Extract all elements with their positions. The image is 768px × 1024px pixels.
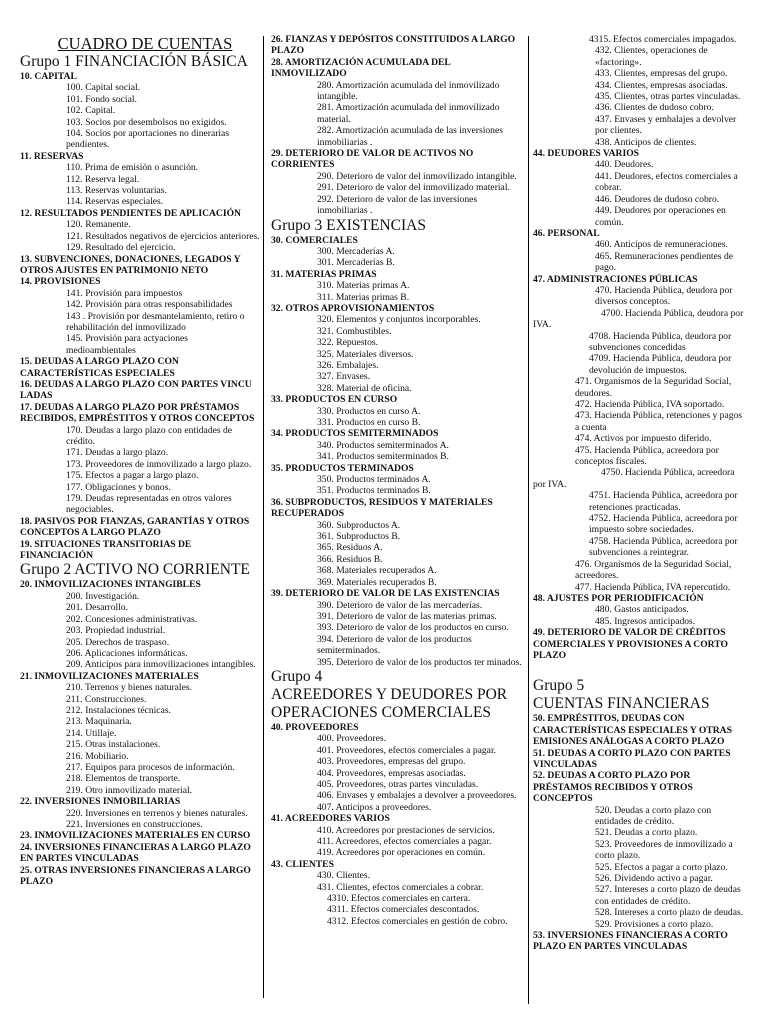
account-heading: 12. RESULTADOS PENDIENTES DE APLICACIÓN xyxy=(20,207,241,219)
account-item: 4750. Hacienda Pública, acreedora por IVA. xyxy=(533,467,735,490)
account-item: 221. Inversiones en construcciones. xyxy=(66,819,203,830)
account-item: 331. Productos en curso B. xyxy=(317,417,421,428)
account-item: 101. Fondo social. xyxy=(66,93,137,105)
account-heading: 51. DEUDAS A CORTO PLAZO CON PARTES VINCULADAS xyxy=(533,747,731,770)
account-item: 361. Subproductos B. xyxy=(317,531,401,543)
account-item: 217. Equipos para procesos de información. xyxy=(66,761,235,773)
account-item: 143 . Provisión por desmantelamiento, retiro o rehabilitación del inmovilizado xyxy=(66,310,245,333)
account-heading: 25. OTRAS INVERSIONES FINANCIERAS A LARGO PLAZO xyxy=(20,864,251,888)
account-item: 290. Deterioro de valor del inmovilizado intangible. xyxy=(317,170,517,182)
account-item: 390. Deterioro de valor de las mercaderías. xyxy=(317,599,483,611)
account-heading: 47. ADMINISTRACIONES PÚBLICAS xyxy=(533,273,698,285)
account-item: 4315. Efectos comerciales impagados. xyxy=(589,34,737,45)
account-heading: 46. PERSONAL xyxy=(533,227,600,239)
account-heading: 13. SUBVENCIONES, DONACIONES, LEGADOS Y OTROS AJUSTES EN PATRIMONIO NETO xyxy=(20,253,241,276)
account-heading: 32. OTROS APROVISIONAMIENTOS xyxy=(271,302,435,314)
account-item: 360. Subproductos A. xyxy=(317,519,401,531)
account-item: 526. Dividendo activo a pagar. xyxy=(595,873,713,885)
account-heading: 34. PRODUCTOS SEMITERMINADOS xyxy=(271,428,439,440)
account-item: 179. Deudas representadas en otros valores negociables. xyxy=(66,493,232,516)
account-item: 100. Capital social. xyxy=(66,82,141,94)
account-item: 322. Repuestos. xyxy=(317,337,379,349)
account-heading: 43. CLIENTES xyxy=(271,858,334,870)
account-item: 215. Otras instalaciones. xyxy=(66,739,161,751)
account-item: 405. Proveedores, otras partes vinculadas. xyxy=(317,778,479,790)
account-item: 103. Socios por desembolsos no exigidos. xyxy=(66,116,227,128)
account-item: 326. Embalajes. xyxy=(317,359,379,371)
account-item: 175. Efectos a pagar a largo plazo. xyxy=(66,470,199,482)
account-item: 112. Reserva legal. xyxy=(66,173,140,185)
account-heading: 33. PRODUCTOS EN CURSO xyxy=(271,394,398,406)
account-item: 472. Hacienda Pública, IVA soportado. xyxy=(575,399,725,410)
account-item: 4700. Hacienda Pública, deudora por IVA. xyxy=(533,307,744,331)
group-heading: Grupo 3 EXISTENCIAS xyxy=(271,216,426,234)
account-item: 209. Anticipos para inmovilizaciones intangibles. xyxy=(66,659,256,671)
account-item: 485. Ingresos anticipados. xyxy=(595,615,696,627)
account-item: 449. Deudores por operaciones en común. xyxy=(595,205,726,228)
account-heading: 50. EMPRÉSTITOS, DEUDAS CON CARACTERÍSTICAS ESPECIALES Y OTRAS EMISIONES ANÁLOGAS A CORTO PLAZO xyxy=(533,713,732,748)
account-item: 340. Productos semiterminados A. xyxy=(317,439,449,451)
account-item: 480. Gastos anticipados. xyxy=(595,604,689,616)
account-item: 4708. Hacienda Pública, deudora por subvenciones concedidas xyxy=(589,330,732,353)
account-item: 4311. Efectos comerciales descontados. xyxy=(327,904,480,916)
group-heading: Grupo 4 xyxy=(271,667,323,685)
account-item: 411. Acreedores, efectos comerciales a pagar. xyxy=(317,836,492,847)
account-heading: 36. SUBPRODUCTOS, RESIDUOS Y MATERIALES RECUPERADOS xyxy=(271,496,493,520)
column-divider-right xyxy=(528,36,529,1004)
account-item: 351. Productos terminados B. xyxy=(317,485,431,497)
account-item: 200. Investigación. xyxy=(66,590,140,602)
account-item: 327. Envases. xyxy=(317,371,371,383)
account-item: 310. Materias primas A. xyxy=(317,280,410,292)
account-heading: 39. DETERIORO DE VALOR DE LAS EXISTENCIAS xyxy=(271,588,500,600)
account-item: 328. Material de oficina. xyxy=(317,382,412,394)
account-item: 400. Proveedores. xyxy=(317,733,387,745)
account-item: 521. Deudas a corto plazo. xyxy=(595,827,698,839)
account-heading: 16. DEUDAS A LARGO PLAZO CON PARTES VINCU LADAS xyxy=(20,378,252,402)
account-heading: 40. PROVEEDORES xyxy=(271,721,359,733)
account-item: 292. Deterioro de valor de las inversiones inmobiliarias . xyxy=(317,193,478,217)
column-3 xyxy=(533,34,746,953)
account-heading: 30. COMERCIALES xyxy=(271,234,358,246)
account-item: 523. Proveedores de inmovilizado a corto plazo. xyxy=(595,838,733,862)
account-item: 470. Hacienda Pública, deudora por diversos conceptos. xyxy=(595,284,733,308)
account-heading: 49. DETERIORO DE VALOR DE CRÉDITOS COMERCIALES Y PROVISIONES A CORTO PLAZO xyxy=(533,627,728,661)
account-item: 219. Otro inmovilizado material. xyxy=(66,784,193,796)
account-item: 300. Mercaderías A. xyxy=(317,245,395,257)
account-item: 446. Deudores de dudoso cobro. xyxy=(595,193,720,205)
account-item: 325. Materiales diversos. xyxy=(317,348,414,360)
column-1 xyxy=(20,34,260,887)
account-item: 4751. Hacienda Pública, acreedora por retenciones practicadas. xyxy=(589,490,738,513)
account-item: 434. Clientes, empresas asociadas. xyxy=(595,79,728,91)
account-item: 110. Prima de emisión o asunción. xyxy=(66,162,199,174)
account-item: 477. Hacienda Pública, IVA repercutido. xyxy=(575,581,731,593)
account-heading: 21. INMOVILIZACIONES MATERIALES xyxy=(20,670,199,682)
account-item: 438. Anticipos de clientes. xyxy=(595,136,697,148)
account-item: 321. Combustibles. xyxy=(317,325,392,337)
account-item: 214. Utillaje. xyxy=(66,727,117,739)
account-item: 104. Socios por aportaciones no dinerarias pendientes. xyxy=(66,128,230,151)
account-item: 142. Provisión para otras responsabilidades xyxy=(66,299,233,311)
account-item: 212. Instalaciones técnicas. xyxy=(66,704,171,716)
group-heading: Grupo 1 FINANCIACIÓN BÁSICA xyxy=(20,53,248,70)
account-item: 4709. Hacienda Pública, deudora por devolución de impuestos. xyxy=(589,353,732,376)
account-heading: 23. INMOVILIZACIONES MATERIALES EN CURSO xyxy=(20,830,251,842)
account-item: 391. Deterioro de valor de las materias primas. xyxy=(317,610,497,622)
account-item: 529. Provisiones a corto plazo. xyxy=(595,918,714,930)
group-heading: CUENTAS FINANCIERAS xyxy=(533,695,710,713)
account-item: 4752. Hacienda Pública, acreedora por impuesto sobre sociedades. xyxy=(589,513,738,536)
account-item: 301. Mercaderías B. xyxy=(317,257,395,269)
account-item: 280. Amortización acumulada del inmovilizado intangible. xyxy=(317,79,500,103)
account-item: 177. Obligaciones y bonos. xyxy=(66,481,171,493)
account-item: 4310. Efectos comerciales en cartera. xyxy=(327,893,471,905)
account-item: 419. Acreedores por operaciones en común. xyxy=(317,847,486,859)
column-divider-left xyxy=(263,36,264,998)
account-heading: 15. DEUDAS A LARGO PLAZO CON CARACTERÍSTICAS ESPECIALES xyxy=(20,356,179,379)
account-item: 365. Residuos A. xyxy=(317,542,383,554)
account-item: 216. Mobiliario. xyxy=(66,750,129,762)
account-item: 341. Productos semiterminados B. xyxy=(317,451,449,463)
account-item: 141. Provisión para impuestos xyxy=(66,287,183,299)
account-item: 475. Hacienda Pública, acreedora por conceptos fiscales. xyxy=(575,444,719,468)
account-item: 4758. Hacienda Pública, acreedora por subvenciones a reintegrar. xyxy=(589,535,738,559)
account-item: 393. Deterioro de valor de los productos en curso. xyxy=(317,622,509,634)
account-heading: 41. ACREEDORES VARIOS xyxy=(271,813,390,825)
account-heading: 28. AMORTIZACIÓN ACUMULADA DEL INMOVILIZADO xyxy=(271,56,451,80)
account-heading: 44. DEUDORES VARIOS xyxy=(533,148,640,160)
account-item: 210. Terrenos y bienes naturales. xyxy=(66,682,192,694)
group-heading: Grupo 2 ACTIVO NO CORRIENTE xyxy=(20,561,250,579)
account-item: 527. Intereses a corto plazo de deudas con entidades de crédito. xyxy=(595,884,741,907)
account-item: 173. Proveedores de inmovilizado a largo plazo. xyxy=(66,458,252,470)
account-item: 430. Clientes. xyxy=(317,870,371,882)
account-item: 436. Clientes de dudoso cobro. xyxy=(595,102,714,114)
account-item: 320. Elementos y conjuntos incorporables. xyxy=(317,314,481,326)
account-item: 474. Activos por impuesto diferido. xyxy=(575,433,712,445)
account-heading: 26. FIANZAS Y DEPÓSITOS CONSTITUIDOS A LARGO PLAZO xyxy=(271,34,516,57)
account-heading: 18. PASIVOS POR FIANZAS, GARANTÍAS Y OTROS CONCEPTOS A LARGO PLAZO xyxy=(20,515,250,539)
account-item: 120. Remanente. xyxy=(66,219,131,231)
account-item: 440. Deudores. xyxy=(595,159,654,171)
account-item: 407. Anticipos a proveedores. xyxy=(317,801,432,813)
account-item: 205. Derechos de traspaso. xyxy=(66,636,170,648)
account-heading: 11. RESERVAS xyxy=(20,150,84,162)
account-item: 460. Anticipos de remuneraciones. xyxy=(595,239,728,251)
account-item: 441. Deudores, efectos comerciales a cobrar. xyxy=(595,170,738,194)
account-heading: 20. INMOVILIZACIONES INTANGIBLES xyxy=(20,579,201,591)
account-item: 465. Remuneraciones pendientes de pago. xyxy=(595,250,733,274)
account-item: 433. Clientes, empresas del grupo. xyxy=(595,68,728,80)
account-heading: 53. INVERSIONES FINANCIERAS A CORTO PLAZO EN PARTES VINCULADAS xyxy=(533,930,728,953)
account-heading: 35. PRODUCTOS TERMINADOS xyxy=(271,462,414,474)
account-heading: 29. DETERIORO DE VALOR DE ACTIVOS NO CORRIENTES xyxy=(271,148,474,171)
account-item: 201. Desarrollo. xyxy=(66,602,129,614)
account-heading: 14. PROVISIONES xyxy=(20,276,101,288)
account-item: 114. Reservas especiales. xyxy=(66,196,164,208)
account-heading: 22. INVERSIONES INMOBILIARIAS xyxy=(20,796,181,808)
account-item: 330. Productos en curso A. xyxy=(317,405,421,417)
account-item: 4312. Efectos comerciales en gestión de cobro. xyxy=(327,915,508,927)
account-item: 525. Efectos a pagar a corto plazo. xyxy=(595,861,728,873)
page-title: CUADRO DE CUENTAS xyxy=(57,34,233,53)
account-item: 213. Maquinaria. xyxy=(66,716,132,728)
spacer xyxy=(533,661,746,677)
account-item: 281. Amortización acumulada del inmovilizado material. xyxy=(317,102,500,125)
account-item: 476. Organismos de la Seguridad Social, acreedores. xyxy=(575,558,732,582)
account-item: 211. Construcciones. xyxy=(66,693,147,705)
account-item: 395. Deterioro de valor de los productos ter minados. xyxy=(317,656,522,668)
account-item: 170. Deudas a largo plazo con entidades de crédito. xyxy=(66,424,233,447)
account-item: 145. Provisión para actyaciones medioambientales xyxy=(66,333,189,356)
account-item: 403. Proveedores, empresas del grupo. xyxy=(317,756,466,768)
account-heading: 17. DEUDAS A LARGO PLAZO POR PRÉSTAMOS RECIBIDOS, EMPRÉSTITOS Y OTROS CONCEPTOS xyxy=(20,401,255,425)
account-item: 431. Clientes, efectos comerciales a cobrar. xyxy=(317,881,484,893)
account-item: 113. Reservas voluntarias. xyxy=(66,185,167,197)
account-heading: 31. MATERIAS PRIMAS xyxy=(271,268,377,280)
account-item: 311. Materias primas B. xyxy=(317,291,410,303)
account-item: 171. Deudas a largo plazo. xyxy=(66,447,169,459)
account-item: 282. Amortización acumulada de las inversiones inmobiliarias . xyxy=(317,125,503,148)
account-item: 404. Proveedores, empresas asociadas. xyxy=(317,767,466,779)
account-item: 368. Materiales recuperados A. xyxy=(317,565,437,577)
account-item: 401. Proveedores, efectos comerciales a pagar. xyxy=(317,744,497,756)
account-item: 102. Capital. xyxy=(66,105,116,117)
account-item: 435. Clientes, otras partes vinculadas. xyxy=(595,91,741,103)
account-item: 291. Deterioro de valor del inmovilizado material. xyxy=(317,182,510,194)
column-2 xyxy=(271,34,524,927)
account-item: 394. Deterioro de valor de los productos semiterminados. xyxy=(317,633,472,657)
account-item: 528. Intereses a corto plazo de deudas. xyxy=(595,907,744,919)
account-heading: 10. CAPITAL xyxy=(20,71,77,82)
account-item: 218. Elementos de transporte. xyxy=(66,773,181,785)
account-item: 206. Aplicaciones informáticas. xyxy=(66,647,188,659)
account-item: 473. Hacienda Pública, retenciones y pagos a cuenta xyxy=(575,410,743,433)
account-heading: 48. AJUSTES POR PERIODIFICACIÓN xyxy=(533,592,704,604)
account-heading: 24. INVERSIONES FINANCIERAS A LARGO PLAZO EN PARTES VINCULADAS xyxy=(20,841,251,865)
account-item: 129. Resultado del ejercicio. xyxy=(66,242,176,254)
account-item: 220. Inversiones en terrenos y bienes naturales. xyxy=(66,807,248,819)
account-item: 520. Deudas a corto plazo con entidades de crédito. xyxy=(595,804,712,827)
account-item: 203. Propiedad industrial. xyxy=(66,625,166,637)
account-item: 406. Envases y embalajes a devolver a proveedores. xyxy=(317,790,517,802)
account-item: 366. Residuos B. xyxy=(317,553,383,565)
account-item: 410. Acreedores por prestaciones de servicios. xyxy=(317,824,495,836)
account-item: 471. Organismos de la Seguridad Social, deudores. xyxy=(575,376,732,399)
account-item: 350. Productos terminados A. xyxy=(317,474,431,486)
account-item: 437. Envases y embalajes a devolver por clientes. xyxy=(595,113,737,137)
account-item: 432. Clientes, operaciones de «factoring». xyxy=(595,45,708,68)
account-heading: 19. SITUACIONES TRANSITORIAS DE FINANCIACIÓN xyxy=(20,538,192,562)
account-item: 121. Resultados negativos de ejercicios anteriores. xyxy=(66,230,260,242)
group-heading: Grupo 5 xyxy=(533,677,585,695)
account-heading: 52. DEUDAS A CORTO PLAZO POR PRÉSTAMOS RECIBIDOS Y OTROS CONCEPTOS xyxy=(533,770,693,805)
group-heading: ACREEDORES Y DEUDORES POR OPERACIONES COMERCIALES xyxy=(271,685,508,721)
account-item: 369. Materiales recuperados B. xyxy=(317,576,437,588)
account-item: 202. Concesiones administrativas. xyxy=(66,613,198,625)
